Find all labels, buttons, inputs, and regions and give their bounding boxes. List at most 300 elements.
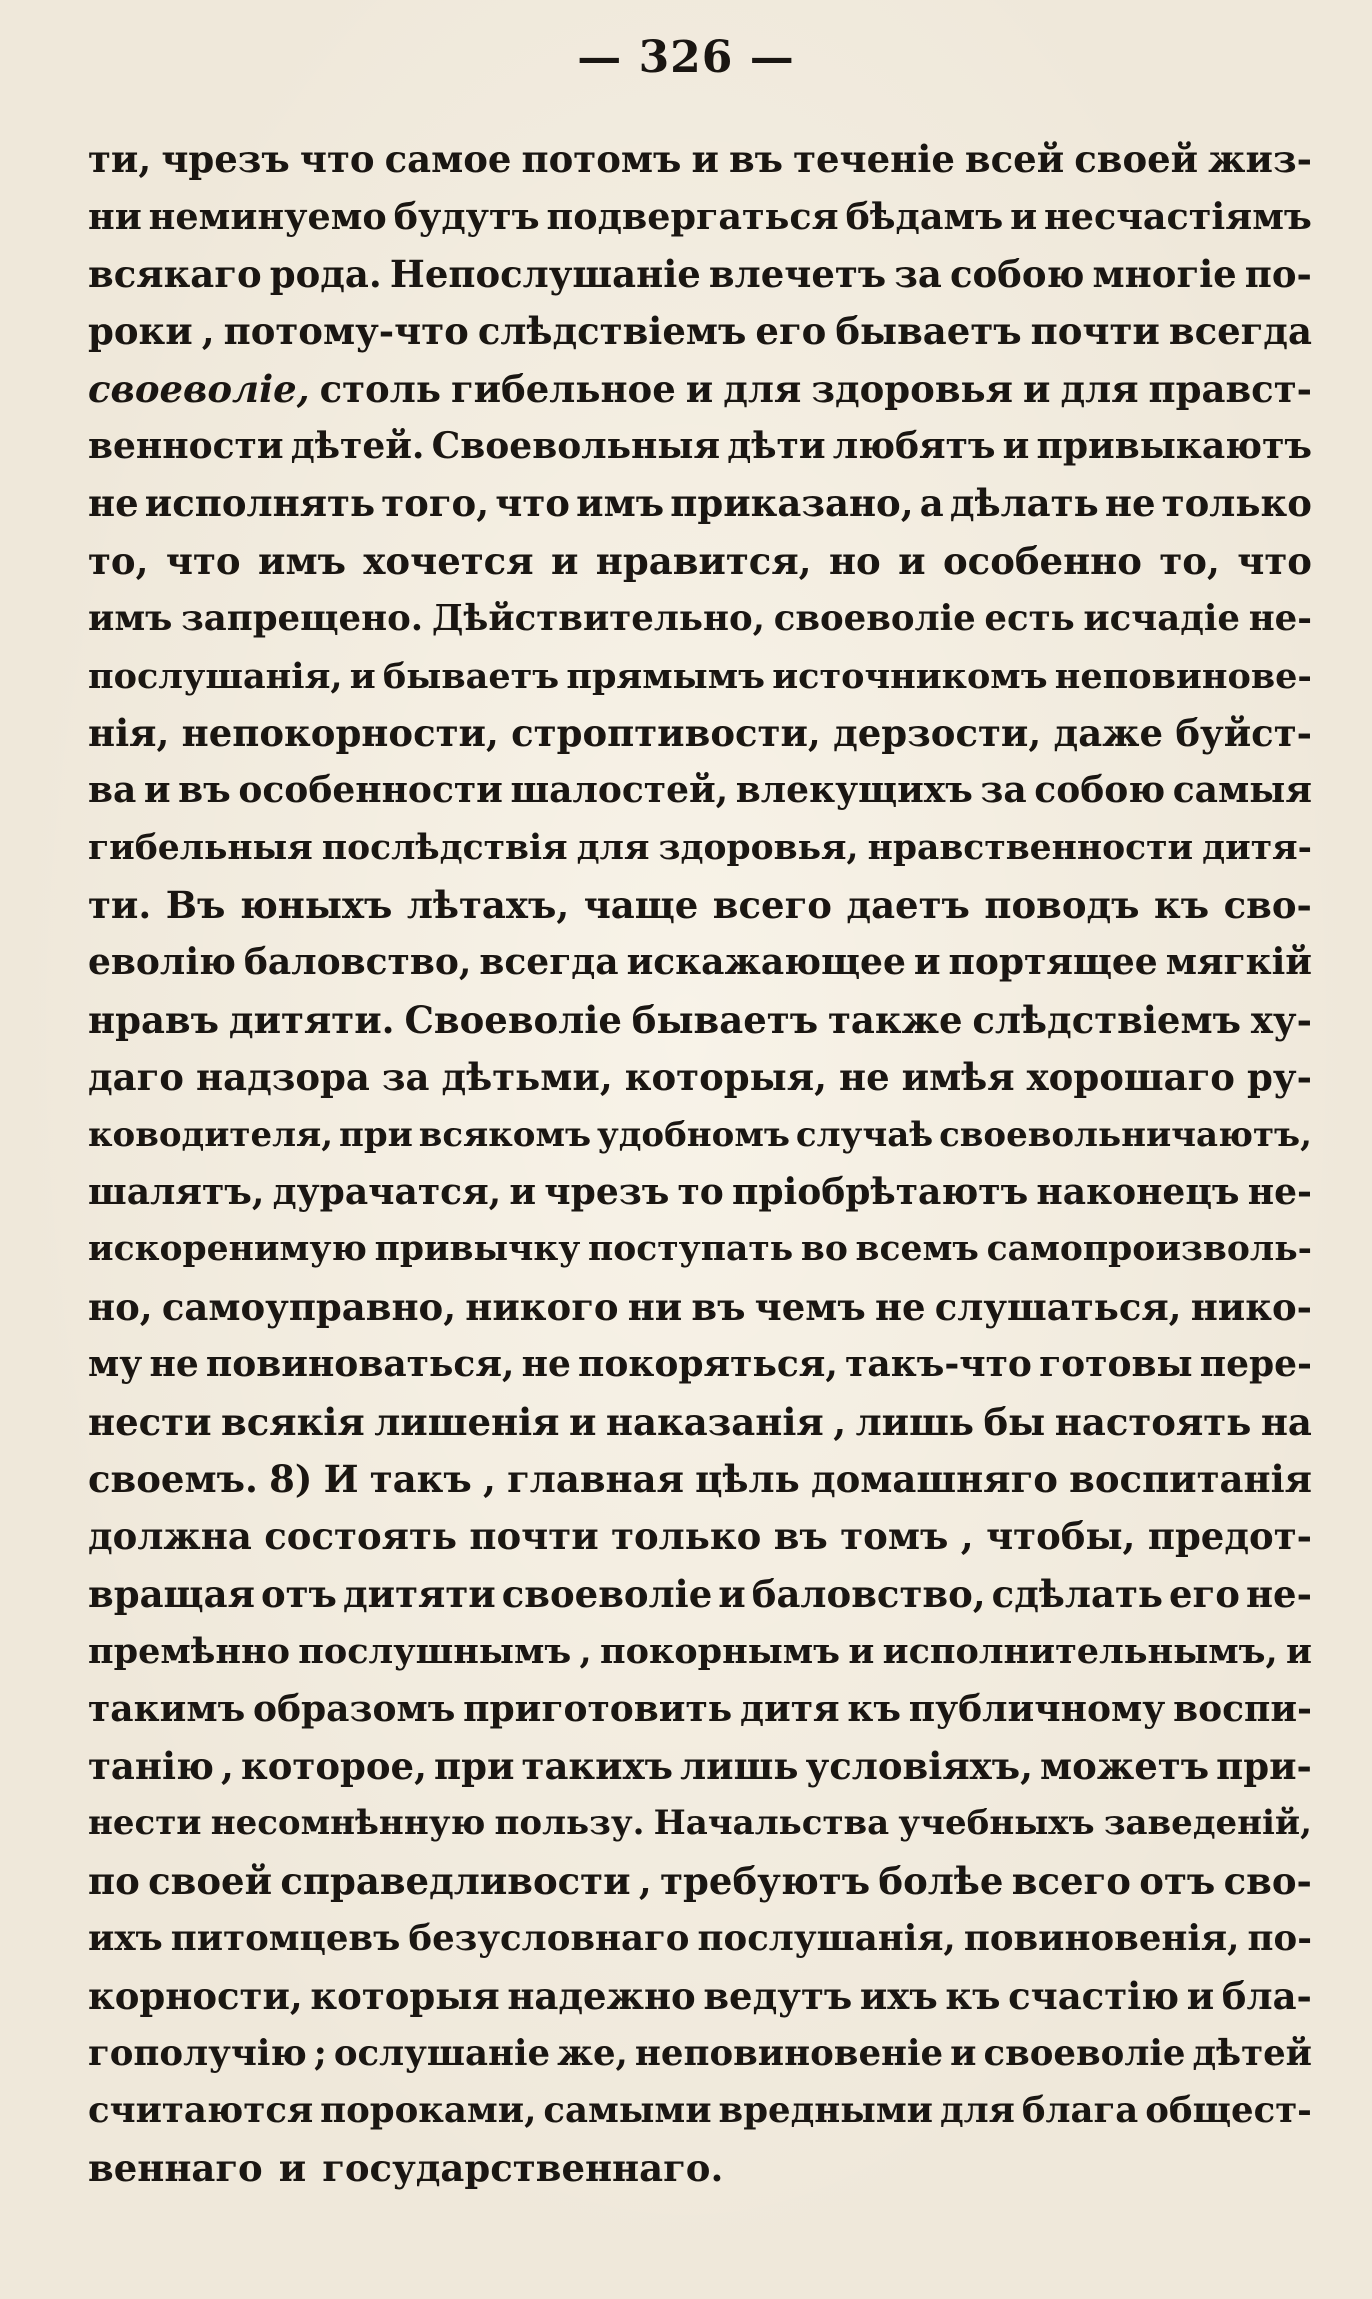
word: , <box>638 1858 652 1903</box>
word: счастію <box>1008 1973 1180 2018</box>
word: потому-что <box>223 309 469 354</box>
word: самопроизволь- <box>986 1229 1312 1270</box>
word: своеволіе <box>983 2032 1186 2074</box>
word: предот- <box>1147 1514 1312 1559</box>
word: всегда <box>1168 309 1312 354</box>
word: лишенія <box>374 1399 560 1444</box>
word: , <box>201 309 215 354</box>
word: цѣль <box>695 1456 800 1501</box>
word: слѣдствіемъ <box>477 309 747 354</box>
word: повиновенія, <box>963 1918 1240 1960</box>
word: такимъ <box>88 1687 246 1730</box>
word: и <box>143 769 171 812</box>
word: чемъ <box>754 1284 866 1329</box>
text-line <box>88 2025 1312 2082</box>
text-line <box>88 1279 1312 1336</box>
word: непокорности, <box>181 710 499 755</box>
word: гибельныя <box>88 827 313 868</box>
text-line <box>88 1221 1312 1278</box>
word: послушанія, <box>697 1918 956 1960</box>
word: то, <box>1159 538 1220 583</box>
word: и <box>685 366 714 411</box>
word: требуютъ <box>660 1858 871 1903</box>
word: шалятъ, <box>88 1171 265 1214</box>
word: потомъ <box>521 137 682 181</box>
text-line <box>88 475 1312 532</box>
word: чаще <box>583 883 699 928</box>
word: при <box>338 1114 413 1155</box>
word: строптивости, <box>511 710 821 755</box>
word: веннаго <box>88 2145 263 2190</box>
word: Своеволіе <box>404 997 622 1042</box>
word: ху- <box>1250 997 1312 1042</box>
word: имъ <box>576 481 665 526</box>
word: учебныхъ <box>898 1803 1095 1844</box>
word: не- <box>1248 598 1312 640</box>
word: покоряться, <box>578 1343 838 1386</box>
word: своеволіе <box>773 598 976 640</box>
word: послѣдствія <box>321 827 568 868</box>
word: имѣя <box>901 1055 1015 1100</box>
word: повиноваться, <box>205 1343 515 1386</box>
word: настоять <box>1054 1399 1252 1444</box>
text-line <box>88 418 1312 475</box>
word: мягкій <box>1165 941 1312 984</box>
word: и <box>718 1571 746 1616</box>
word: нести <box>88 1803 202 1844</box>
word: роки <box>88 309 193 354</box>
word: дерзости, <box>833 710 1042 755</box>
word: при <box>434 1743 515 1788</box>
word: источникомъ <box>772 655 1048 697</box>
word: государственнаго. <box>322 2145 724 2190</box>
word: но, <box>88 1284 153 1329</box>
word: и <box>550 538 579 583</box>
word: правст- <box>1148 366 1312 411</box>
text-line <box>88 1566 1312 1623</box>
word: бываетъ <box>631 997 819 1042</box>
word: болѣе <box>878 1858 1004 1903</box>
text-line <box>88 1681 1312 1738</box>
word: нести <box>88 1399 212 1444</box>
word: всякаго <box>88 251 262 296</box>
word: слушаться, <box>934 1284 1182 1329</box>
word: всей <box>964 137 1065 181</box>
word: во <box>800 1229 848 1270</box>
page-number: — 326 — <box>577 32 795 83</box>
text-line <box>88 1623 1312 1680</box>
word: лишь <box>680 1743 799 1788</box>
word: своемъ. <box>88 1456 258 1501</box>
word: своей <box>1074 137 1199 181</box>
word: чтобы, <box>986 1514 1136 1559</box>
text-line <box>88 1795 1312 1852</box>
word: , <box>833 1399 847 1444</box>
text-line <box>88 934 1312 991</box>
word: даетъ <box>846 883 970 928</box>
word: исполнительнымъ, <box>882 1631 1278 1673</box>
word: къ <box>847 1687 901 1730</box>
word: и <box>278 2145 307 2190</box>
text-line <box>88 131 1312 188</box>
word: которое, <box>241 1743 427 1788</box>
word: Дѣйствительно, <box>431 598 766 640</box>
word: и <box>913 941 941 984</box>
word: хорошаго <box>1026 1055 1235 1100</box>
word: всего <box>712 883 832 928</box>
word: пользу. <box>494 1803 645 1844</box>
word: дѣти <box>727 424 826 467</box>
word: слѣдствіемъ <box>972 997 1241 1042</box>
word: баловство, <box>243 941 472 984</box>
text-line <box>88 2082 1312 2139</box>
word: , <box>483 1456 496 1501</box>
text-line <box>88 188 1312 245</box>
word: дитяти. <box>228 997 395 1042</box>
word: же, <box>557 2032 628 2074</box>
word: за <box>980 769 1027 812</box>
word: пороками, <box>320 2090 537 2132</box>
text-line <box>88 361 1312 418</box>
word: поступать <box>588 1229 794 1270</box>
word: и <box>1002 424 1030 467</box>
word: бываетъ <box>382 655 560 697</box>
text-line <box>88 1451 1312 1508</box>
word: такъ <box>369 1456 472 1501</box>
text-line <box>88 1968 1312 2025</box>
word: вредными <box>718 2090 934 2132</box>
word: имъ <box>258 538 346 583</box>
word: искоренимую <box>88 1229 367 1270</box>
word: прямымъ <box>566 655 766 697</box>
word: къ <box>1154 883 1210 928</box>
word: отъ <box>260 1571 337 1616</box>
word: и <box>1285 1631 1312 1673</box>
body-text <box>88 131 1312 2197</box>
word: публичному <box>908 1687 1166 1730</box>
word: дѣтей <box>1192 2032 1312 2074</box>
word: всемъ <box>855 1229 979 1270</box>
word: бѣдамъ <box>845 195 1004 239</box>
word: венности <box>88 424 284 467</box>
word: неповиновеніе <box>634 2032 944 2074</box>
word: всего <box>1011 1858 1131 1903</box>
text-line <box>88 2140 1312 2197</box>
text-line <box>88 877 1312 934</box>
word: блага <box>1021 2090 1139 2132</box>
word: , <box>960 1514 974 1559</box>
word: 8) <box>269 1456 313 1501</box>
word: въ <box>773 1514 828 1559</box>
word: наказанія <box>605 1399 824 1444</box>
word: состоять <box>264 1514 457 1559</box>
word: теченіе <box>793 137 955 181</box>
text-line <box>88 762 1312 819</box>
word: безусловнаго <box>408 1918 690 1960</box>
word: и <box>1023 366 1051 411</box>
word: Своевольныя <box>431 424 721 467</box>
word: то <box>677 1171 724 1214</box>
word: а <box>919 481 944 526</box>
word: что <box>165 538 241 583</box>
word: баловство, <box>751 1571 986 1616</box>
word: для <box>723 366 802 411</box>
word: гибельное <box>450 366 676 411</box>
word: при- <box>1216 1743 1312 1788</box>
word: за <box>894 251 942 296</box>
text-line <box>88 648 1312 705</box>
word: приготовить <box>463 1687 733 1730</box>
word: ведутъ <box>703 1973 853 2018</box>
word: самыя <box>1172 769 1312 812</box>
word: и <box>568 1399 597 1444</box>
word: по- <box>1244 251 1312 296</box>
word: нравъ <box>88 997 220 1042</box>
word: дѣтей. <box>290 424 425 467</box>
word: случаѣ <box>795 1114 934 1155</box>
word: Начальства <box>653 1803 890 1844</box>
word: ; <box>313 2032 327 2074</box>
word: пріобрѣтаютъ <box>732 1171 1029 1214</box>
text-line <box>88 1910 1312 1967</box>
text-line <box>88 1107 1312 1164</box>
text-line <box>88 820 1312 877</box>
word: удобномъ <box>597 1114 790 1155</box>
word: почти <box>469 1514 599 1559</box>
word: всякомъ <box>418 1114 592 1155</box>
word: подвергаться <box>546 195 839 239</box>
word: и <box>950 2032 977 2074</box>
word: ва <box>88 769 137 812</box>
word: того, <box>381 481 490 526</box>
word: на <box>1260 1399 1312 1444</box>
word: му <box>88 1343 143 1386</box>
word: не- <box>1245 1571 1312 1616</box>
word: не <box>874 1284 926 1329</box>
word: лѣтахъ, <box>406 883 570 928</box>
word: Непослушаніе <box>389 251 701 296</box>
text-line <box>88 705 1312 762</box>
word: собою <box>1034 769 1166 812</box>
word: несчастіямъ <box>1044 195 1312 239</box>
text-line <box>88 246 1312 303</box>
word: ихъ <box>859 1973 938 2018</box>
text-line <box>88 590 1312 647</box>
word: дѣлать <box>949 481 1099 526</box>
word: даже <box>1053 710 1164 755</box>
word: ни <box>88 195 142 239</box>
word: готовы <box>1039 1343 1193 1386</box>
word: приказано, <box>670 481 914 526</box>
word: самое <box>384 137 512 181</box>
word: И <box>323 1456 359 1501</box>
word: ти, <box>88 137 152 181</box>
word: по- <box>1247 1918 1312 1960</box>
word: гополучію <box>88 2032 307 2074</box>
word: портящее <box>948 941 1158 984</box>
word: что <box>1237 538 1312 583</box>
word: и <box>691 137 719 181</box>
word: бываетъ <box>835 309 1022 354</box>
word: томъ <box>840 1514 949 1559</box>
word: надежно <box>507 1973 696 2018</box>
word: многіе <box>1092 251 1237 296</box>
word: но <box>828 538 881 583</box>
word: общест- <box>1145 2090 1312 2132</box>
word: привыкаютъ <box>1036 424 1312 467</box>
word: ни <box>627 1284 683 1329</box>
text-line <box>88 303 1312 360</box>
word: шалостей, <box>510 769 729 812</box>
word: дѣтьми, <box>441 1055 613 1100</box>
word: и <box>898 538 926 583</box>
word: бла- <box>1221 1973 1312 2018</box>
word: нія, <box>88 710 170 755</box>
word: не <box>521 1343 571 1386</box>
word: послушанія, <box>88 655 343 697</box>
word: только <box>1161 481 1312 526</box>
word: питомцевъ <box>170 1918 401 1960</box>
word: то, <box>88 538 149 583</box>
word: не <box>88 481 139 526</box>
word: ру- <box>1247 1055 1312 1100</box>
word: поводъ <box>984 883 1140 928</box>
word: бы <box>983 1399 1046 1444</box>
word: домашняго <box>810 1456 1058 1501</box>
word: что <box>299 137 375 181</box>
word: своей <box>148 1858 273 1903</box>
word: можетъ <box>1040 1743 1210 1788</box>
word: исчадіе <box>1083 598 1241 640</box>
word: собою <box>949 251 1085 296</box>
word: ти. <box>88 883 152 928</box>
word: для <box>939 2090 1015 2132</box>
word: воспи- <box>1173 1687 1312 1730</box>
word: за <box>381 1055 430 1100</box>
word: , <box>579 1631 592 1673</box>
word: танію <box>88 1743 214 1788</box>
word: своевольничаютъ, <box>939 1114 1312 1155</box>
word: что <box>495 481 570 526</box>
word: буйст- <box>1175 710 1312 755</box>
word: и <box>848 1631 875 1673</box>
word: и <box>1186 1973 1215 2018</box>
word: въ <box>178 769 231 812</box>
text-line <box>88 1336 1312 1393</box>
word: еволію <box>88 941 236 984</box>
text-line <box>88 992 1312 1049</box>
word: влечетъ <box>708 251 887 296</box>
word: лишь <box>855 1399 975 1444</box>
word: заведеній, <box>1103 1803 1312 1844</box>
word: и <box>509 1171 537 1214</box>
word: дитя- <box>1202 827 1312 868</box>
word: наконецъ <box>1036 1171 1240 1214</box>
word: здоровья, <box>658 827 859 868</box>
word: и <box>349 655 376 697</box>
text-line <box>88 533 1312 590</box>
word: пере- <box>1199 1343 1312 1386</box>
word: по <box>88 1858 140 1903</box>
text-line <box>88 1508 1312 1565</box>
word: исполнять <box>144 481 376 526</box>
word: любятъ <box>832 424 996 467</box>
word: должна <box>88 1514 252 1559</box>
word: самоуправно, <box>161 1284 457 1329</box>
word: нравственности <box>867 827 1194 868</box>
word: только <box>611 1514 762 1559</box>
word: чрезъ <box>544 1171 670 1214</box>
word: влекущихъ <box>735 769 973 812</box>
word: юныхъ <box>239 883 393 928</box>
word: для <box>1060 366 1139 411</box>
word: также <box>827 997 963 1042</box>
word: неминуемо <box>148 195 387 239</box>
word: неповинове- <box>1054 655 1312 697</box>
word: сдѣлать <box>991 1571 1163 1616</box>
word: ихъ <box>88 1918 163 1960</box>
word: въ <box>691 1284 746 1329</box>
word: запрещено. <box>181 598 424 640</box>
word: чрезъ <box>161 137 290 181</box>
word: для <box>576 827 650 868</box>
word: покорнымъ <box>600 1631 841 1673</box>
word: всегда <box>479 941 619 984</box>
word: такъ-что <box>845 1343 1032 1386</box>
word: надзора <box>196 1055 370 1100</box>
word: нравится, <box>595 538 812 583</box>
word: которыя <box>310 1973 500 2018</box>
word: не- <box>1247 1171 1312 1214</box>
word: послушнымъ <box>298 1631 572 1673</box>
word: привычку <box>374 1229 581 1270</box>
word: отъ <box>1139 1858 1216 1903</box>
word: и <box>1010 195 1038 239</box>
word: не <box>1104 481 1156 526</box>
word: всякія <box>221 1399 365 1444</box>
word: ослушаніе <box>333 2032 551 2074</box>
text-line <box>88 1853 1312 1910</box>
text-line <box>88 1049 1312 1106</box>
word: дурачатся, <box>272 1171 502 1214</box>
word: есть <box>984 598 1075 640</box>
word: главная <box>507 1456 684 1501</box>
word: никого <box>465 1284 619 1329</box>
word: дитяти <box>342 1571 496 1616</box>
word: воспитанія <box>1069 1456 1312 1501</box>
text-line <box>88 1738 1312 1795</box>
word: которыя, <box>624 1055 827 1100</box>
text-line <box>88 1164 1312 1221</box>
word: хочется <box>363 538 534 583</box>
word: къ <box>945 1973 1001 2018</box>
word: столь <box>319 366 441 411</box>
word: рода. <box>269 251 382 296</box>
word: , <box>221 1743 234 1788</box>
word: особенности <box>238 769 503 812</box>
word: Въ <box>165 883 226 928</box>
word: премѣнно <box>88 1631 290 1673</box>
word: условіяхъ, <box>805 1743 1033 1788</box>
word: такихъ <box>521 1743 674 1788</box>
word: образомъ <box>252 1687 456 1730</box>
word: несомнѣнную <box>210 1803 486 1844</box>
word: корности, <box>88 1973 303 2018</box>
word: имъ <box>88 598 173 640</box>
word: будутъ <box>393 195 540 239</box>
word: искажающее <box>626 941 906 984</box>
word: жиз- <box>1208 137 1312 181</box>
